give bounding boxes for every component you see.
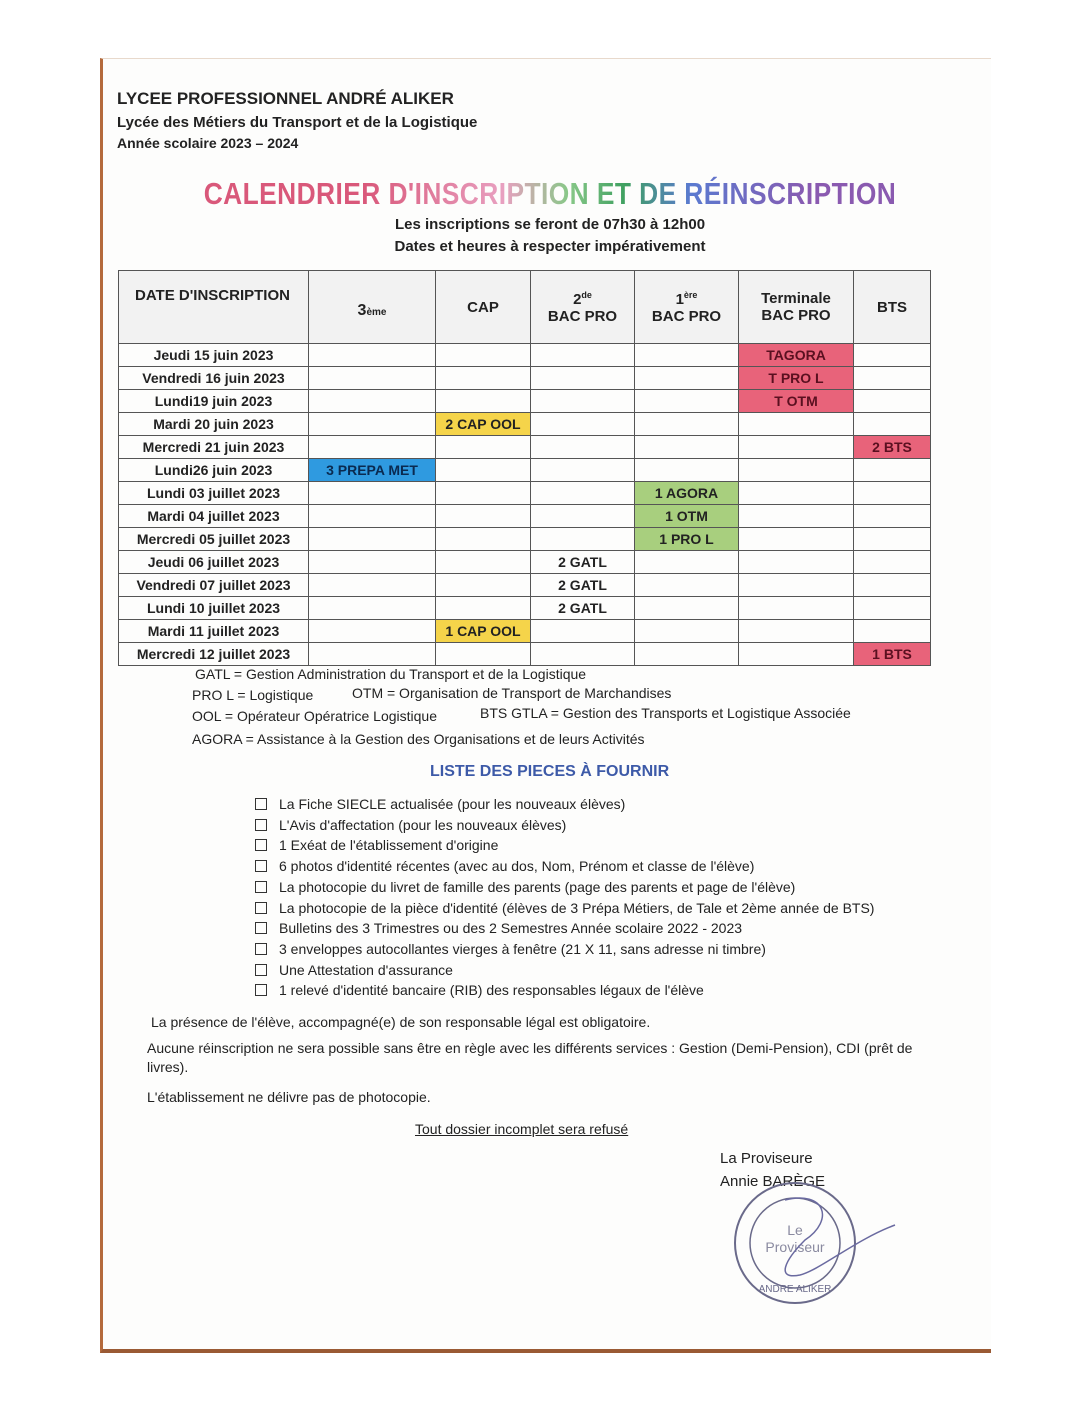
checkbox[interactable] <box>255 839 267 851</box>
table-cell: 2 GATL <box>531 551 635 574</box>
table-cell <box>309 390 436 413</box>
table-cell <box>531 344 635 367</box>
table-cell <box>854 597 931 620</box>
school-subtitle: Lycée des Métiers du Transport et de la Logistique <box>117 114 478 131</box>
table-cell <box>309 528 436 551</box>
table-cell: T OTM <box>739 390 854 413</box>
table-cell <box>739 551 854 574</box>
table-cell <box>635 436 739 459</box>
checkbox[interactable] <box>255 798 267 810</box>
paragraph-photocopy: L'établissement ne délivre pas de photocopie. <box>147 1089 431 1105</box>
table-row <box>119 413 931 436</box>
list-item-label: Une Attestation d'assurance <box>279 961 453 978</box>
row-date: Lundi 10 juillet 2023 <box>119 597 309 620</box>
table-cell: 3 PREPA MET <box>309 459 436 482</box>
table-cell <box>309 597 436 620</box>
list-item-label: 3 enveloppes autocollantes vierges à fenêtre (21 X 11, sans adresse ni timbre) <box>279 940 766 957</box>
table-row <box>119 459 931 482</box>
table-cell <box>635 551 739 574</box>
table-cell <box>854 528 931 551</box>
table-cell <box>436 344 531 367</box>
table-cell <box>635 643 739 666</box>
table-cell <box>531 528 635 551</box>
svg-text:Proviseur: Proviseur <box>765 1239 825 1255</box>
table-cell <box>309 367 436 390</box>
row-date: Lundi 03 juillet 2023 <box>119 482 309 505</box>
table-cell <box>739 643 854 666</box>
table-cell <box>436 505 531 528</box>
list-item <box>255 817 566 833</box>
header-2de: 2de BAC PRO <box>531 271 635 344</box>
checkbox[interactable] <box>255 922 267 934</box>
table-cell <box>531 436 635 459</box>
hours-text: Les inscriptions se feront de 07h30 à 12h00 <box>394 216 706 233</box>
table-cell <box>854 390 931 413</box>
table-cell <box>309 344 436 367</box>
table-cell <box>531 367 635 390</box>
list-item-label: La photocopie de la pièce d'identité (élèves de 3 Prépa Métiers, de Tale et 2ème année de BTS) <box>279 899 875 916</box>
table-cell <box>436 574 531 597</box>
table-row <box>119 643 931 666</box>
table-cell: TAGORA <box>739 344 854 367</box>
checkbox[interactable] <box>255 881 267 893</box>
table-cell <box>739 436 854 459</box>
table-cell <box>309 574 436 597</box>
row-date: Jeudi 15 juin 2023 <box>119 344 309 367</box>
table-cell <box>635 574 739 597</box>
table-row <box>119 482 931 505</box>
table-cell <box>854 505 931 528</box>
table-cell <box>635 620 739 643</box>
table-cell <box>531 459 635 482</box>
list-item-label: 1 relevé d'identité bancaire (RIB) des responsables légaux de l'élève <box>279 982 704 999</box>
list-item <box>255 837 498 853</box>
table-cell <box>854 413 931 436</box>
table-cell <box>635 459 739 482</box>
table-cell <box>531 482 635 505</box>
legend-otm: OTM = Organisation de Transport de Marchandises <box>352 685 672 701</box>
table-cell: 2 BTS <box>854 436 931 459</box>
row-date: Jeudi 06 juillet 2023 <box>119 551 309 574</box>
list-item <box>255 982 704 998</box>
signature-name: Annie BARÈGE <box>720 1173 826 1190</box>
paragraph-reinscription: Aucune réinscription ne sera possible sans être en règle avec les différents services : Gestion (Demi-Pension), CDI (prêt de livres). <box>147 1040 913 1075</box>
table-cell <box>854 551 931 574</box>
table-cell <box>854 620 931 643</box>
table-cell <box>436 597 531 620</box>
list-item <box>255 900 874 916</box>
table-cell <box>531 643 635 666</box>
table-cell <box>436 482 531 505</box>
table-cell <box>739 528 854 551</box>
checkbox[interactable] <box>255 984 267 996</box>
row-date: Mardi 04 juillet 2023 <box>119 505 309 528</box>
table-row <box>119 390 931 413</box>
table-cell <box>854 367 931 390</box>
table-cell <box>635 597 739 620</box>
table-cell: 1 BTS <box>854 643 931 666</box>
header-terminale: Terminale BAC PRO <box>739 271 854 344</box>
list-item <box>255 920 742 936</box>
list-item-label: Bulletins des 3 Trimestres ou des 2 Semestres Année scolaire 2022 - 2023 <box>279 920 743 937</box>
table-cell <box>436 643 531 666</box>
table-cell <box>309 620 436 643</box>
table-cell <box>635 344 739 367</box>
table-cell: 1 CAP OOL <box>436 620 531 643</box>
table-cell <box>739 574 854 597</box>
table-header <box>119 271 931 344</box>
checkbox[interactable] <box>255 943 267 955</box>
checkbox[interactable] <box>255 964 267 976</box>
list-item-label: 1 Exéat de l'établissement d'origine <box>279 837 499 854</box>
legend-prol: PRO L = Logistique <box>192 687 314 703</box>
row-date: Mardi 20 juin 2023 <box>119 413 309 436</box>
table-cell <box>739 505 854 528</box>
table-cell <box>854 459 931 482</box>
list-item <box>255 941 766 957</box>
row-date: Mercredi 12 juillet 2023 <box>119 643 309 666</box>
row-date: Vendredi 07 juillet 2023 <box>119 574 309 597</box>
table-cell <box>635 413 739 436</box>
legend-agora: AGORA = Assistance à la Gestion des Organisations et de leurs Activités <box>192 731 645 747</box>
list-title: LISTE DES PIECES À FOURNIR <box>430 763 670 780</box>
list-item <box>255 962 453 978</box>
table-cell <box>635 390 739 413</box>
table-cell <box>436 390 531 413</box>
table-cell <box>436 528 531 551</box>
table-row <box>119 551 931 574</box>
legend-gatl: GATL = Gestion Administration du Transport et de la Logistique <box>195 666 587 682</box>
row-date: Mercredi 21 juin 2023 <box>119 436 309 459</box>
table-cell <box>739 413 854 436</box>
table-row <box>119 574 931 597</box>
list-item <box>255 796 625 812</box>
table-cell <box>739 459 854 482</box>
table-row <box>119 597 931 620</box>
table-cell <box>309 413 436 436</box>
page-title: CALENDRIER D'INSCRIPTION ET DE RÉINSCRIPTION <box>83 176 1018 212</box>
table-cell <box>531 505 635 528</box>
header-1ere: 1ère BAC PRO <box>635 271 739 344</box>
checkbox[interactable] <box>255 819 267 831</box>
table-cell <box>635 367 739 390</box>
table-cell: 2 GATL <box>531 597 635 620</box>
table-row <box>119 620 931 643</box>
table-cell <box>309 505 436 528</box>
table-row <box>119 436 931 459</box>
table-cell: 1 AGORA <box>635 482 739 505</box>
official-stamp <box>725 1180 905 1310</box>
list-item <box>255 858 754 874</box>
table-cell <box>739 482 854 505</box>
table-cell <box>854 344 931 367</box>
list-item-label: La Fiche SIECLE actualisée (pour les nouveaux élèves) <box>279 796 626 812</box>
svg-text:Le: Le <box>787 1222 803 1238</box>
table-cell <box>436 551 531 574</box>
table-cell <box>436 459 531 482</box>
row-date: Mercredi 05 juillet 2023 <box>119 528 309 551</box>
row-date: Lundi19 juin 2023 <box>119 390 309 413</box>
table-row <box>119 367 931 390</box>
table-cell <box>309 482 436 505</box>
svg-text:ANDRE ALIKER: ANDRE ALIKER <box>758 1284 832 1295</box>
list-item-label: La photocopie du livret de famille des parents (page des parents et page de l'élève) <box>279 878 796 895</box>
table-cell: 2 GATL <box>531 574 635 597</box>
warning-text: Tout dossier incomplet sera refusé <box>415 1121 629 1137</box>
table-cell <box>531 390 635 413</box>
header-date: DATE D'INSCRIPTION <box>119 271 309 344</box>
table-cell: 1 PRO L <box>635 528 739 551</box>
table-row <box>119 344 931 367</box>
paragraph-presence: La présence de l'élève, accompagné(e) de son responsable légal est obligatoire. <box>151 1014 651 1030</box>
checkbox[interactable] <box>255 902 267 914</box>
school-name: LYCEE PROFESSIONNEL ANDRÉ ALIKER <box>117 89 454 108</box>
list-item-label: L'Avis d'affectation (pour les nouveaux élèves) <box>279 816 567 833</box>
row-date: Mardi 11 juillet 2023 <box>119 620 309 643</box>
table-cell <box>436 436 531 459</box>
header-3eme: 3ème <box>309 271 436 344</box>
table-row <box>119 528 931 551</box>
table-cell <box>531 413 635 436</box>
table-cell <box>309 551 436 574</box>
table-cell: 1 OTM <box>635 505 739 528</box>
table-cell: 2 CAP OOL <box>436 413 531 436</box>
table-cell <box>739 620 854 643</box>
row-date: Lundi26 juin 2023 <box>119 459 309 482</box>
table-cell <box>309 436 436 459</box>
table-cell <box>309 643 436 666</box>
school-year: Année scolaire 2023 – 2024 <box>117 135 299 151</box>
table-cell <box>854 574 931 597</box>
checkbox[interactable] <box>255 860 267 872</box>
table-cell <box>436 367 531 390</box>
legend-bts: BTS GTLA = Gestion des Transports et Logistique Associée <box>480 705 851 721</box>
header-bts: BTS <box>854 271 931 344</box>
row-date: Vendredi 16 juin 2023 <box>119 367 309 390</box>
table-cell: T PRO L <box>739 367 854 390</box>
signature-role: La Proviseure <box>720 1150 813 1167</box>
table-cell <box>854 482 931 505</box>
header-cap: CAP <box>436 271 531 344</box>
registration-table <box>118 270 931 666</box>
list-item-label: 6 photos d'identité récentes (avec au dos, Nom, Prénom et classe de l'élève) <box>279 858 755 875</box>
notice-text: Dates et heures à respecter impérativement <box>394 238 706 255</box>
legend-ool: OOL = Opérateur Opératrice Logistique <box>192 708 437 724</box>
table-row <box>119 505 931 528</box>
table-cell <box>531 620 635 643</box>
table-cell <box>739 597 854 620</box>
list-item <box>255 879 795 895</box>
